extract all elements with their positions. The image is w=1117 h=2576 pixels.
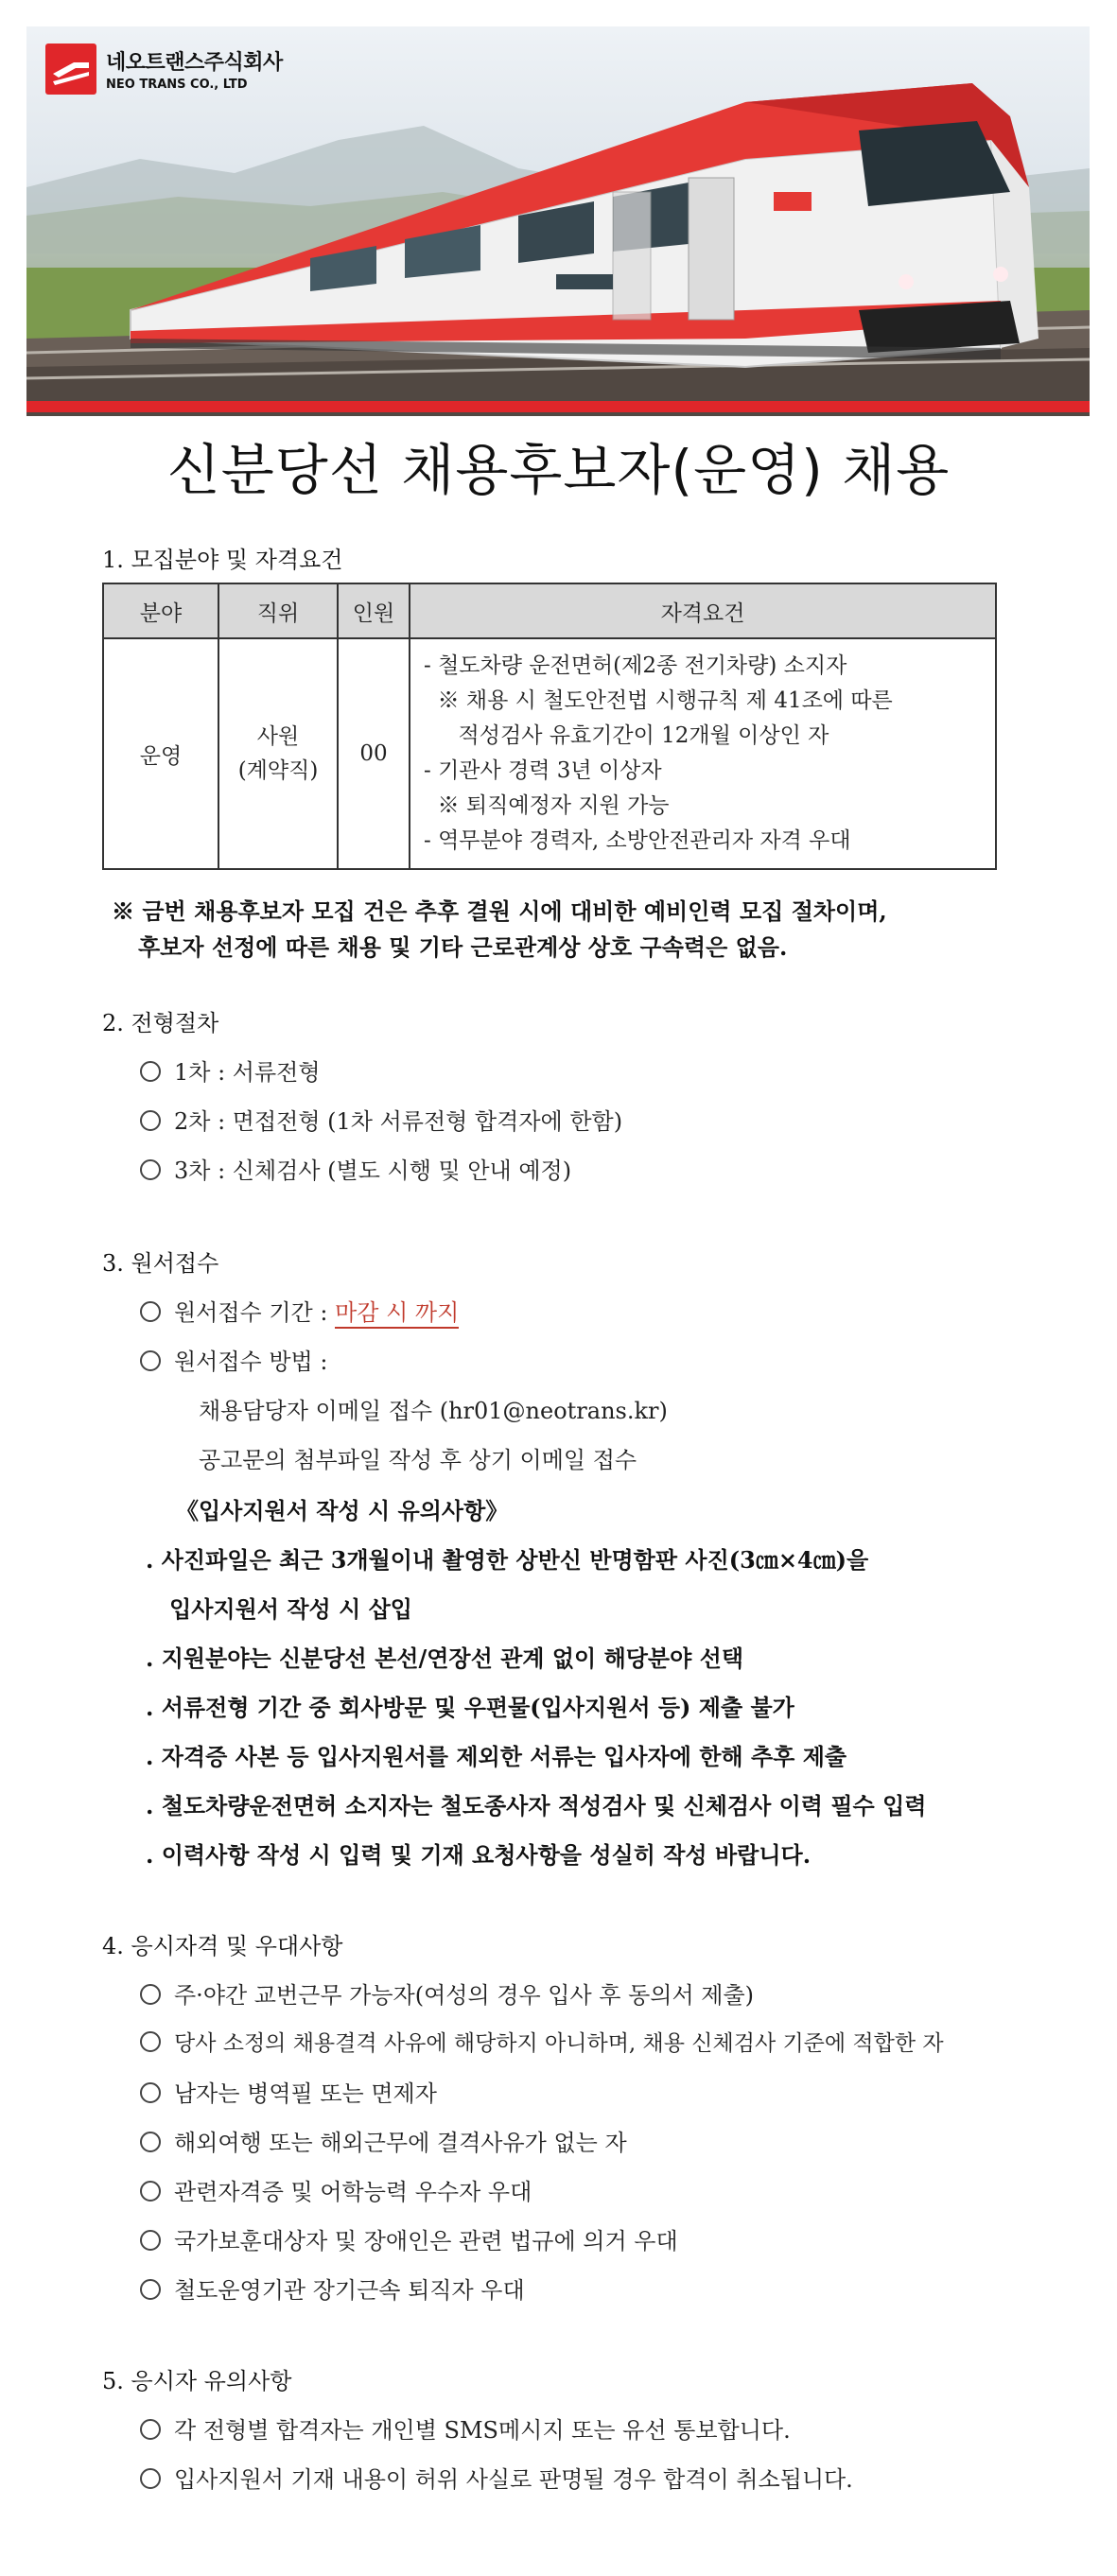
requirements-table (102, 583, 997, 870)
cell-position-line2: (계약직) (237, 758, 319, 783)
requirement-line: - 역무분야 경력자, 소방안전관리자 자격 우대 (424, 828, 851, 853)
table-header-position: 직위 (218, 583, 338, 638)
section2-heading: 2. 전형절차 (102, 1010, 219, 1036)
circle-bullet-icon (140, 1110, 161, 1131)
notice-line1: ※ 금번 채용후보자 모집 건은 추후 결원 시에 대비한 예비인력 모집 절차이며, (112, 897, 887, 925)
email-instruction: 공고문의 첨부파일 작성 후 상기 이메일 접수 (199, 1447, 637, 1473)
cell-position-line1: 사원 (256, 724, 300, 749)
table-header-requirements: 자격요건 (410, 583, 996, 638)
hero-banner (26, 26, 1090, 416)
circle-bullet-icon (140, 2279, 161, 2300)
list-item: 1차 : 서류전형 (140, 1053, 321, 1087)
circle-bullet-icon (140, 1984, 161, 2005)
list-item: 원서접수 기간 : 마감 시 까지 (140, 1294, 459, 1327)
requirement-line: - 기관사 경력 3년 이상자 (424, 758, 662, 783)
company-logo (45, 44, 283, 95)
circle-bullet-icon (140, 1350, 161, 1371)
section5-heading: 5. 응시자 유의사항 (102, 2368, 292, 2394)
circle-bullet-icon (140, 1061, 161, 1082)
list-item: 3차 : 신체검사 (별도 시행 및 안내 예정) (140, 1152, 571, 1185)
caution-line: . 서류전형 기간 중 회사방문 및 우편물(입사지원서 등) 제출 불가 (146, 1694, 794, 1721)
table-row (103, 638, 996, 869)
list-item: 당사 소정의 채용결격 사유에 해당하지 아니하며, 채용 신체검사 기준에 적합한 자 (140, 2026, 944, 2057)
caution-line: . 이력사항 작성 시 입력 및 기재 요청사항을 성실히 작성 바랍니다. (146, 1841, 812, 1869)
circle-bullet-icon (140, 2181, 161, 2202)
company-name-ko: 네오트랜스주식회사 (106, 51, 283, 75)
caution-line: . 지원분야는 신분당선 본선/연장선 관계 없이 해당분야 선택 (146, 1645, 744, 1672)
requirement-line: - 철도차량 운전면허(제2종 전기차량) 소지자 (424, 653, 847, 678)
list-item: 원서접수 방법 : (140, 1343, 327, 1376)
email-info: 채용담당자 이메일 접수 (hr01@neotrans.kr) (199, 1398, 668, 1424)
requirement-line: 적성검사 유효기간이 12개월 이상인 자 (424, 723, 829, 748)
deadline-value: 마감 시 까지 (335, 1299, 459, 1329)
list-item: 남자는 병역필 또는 면제자 (140, 2075, 437, 2108)
caution-line: 입사지원서 작성 시 삽입 (146, 1595, 412, 1623)
train-logo-icon (45, 44, 96, 95)
company-name-en: NEO TRANS CO., LTD (106, 78, 248, 92)
circle-bullet-icon (140, 2031, 161, 2052)
page-title: 신분당선 채용후보자(운영) 채용 (166, 438, 951, 502)
caution-line: . 사진파일은 최근 3개월이내 촬영한 상반신 반명함판 사진(3㎝×4㎝)을 (146, 1546, 869, 1574)
caution-line: . 철도차량운전면허 소지자는 철도종사자 적성검사 및 신체검사 이력 필수 입력 (146, 1792, 927, 1819)
cell-requirements (410, 638, 996, 869)
list-item: 입사지원서 기재 내용이 허위 사실로 판명될 경우 합격이 취소됩니다. (140, 2461, 853, 2494)
circle-bullet-icon (140, 2082, 161, 2103)
list-item: 각 전형별 합격자는 개인별 SMS메시지 또는 유선 통보합니다. (140, 2411, 791, 2445)
section1-heading: 1. 모집분야 및 자격요건 (102, 547, 343, 573)
circle-bullet-icon (140, 1159, 161, 1180)
list-item: 국가보훈대상자 및 장애인은 관련 법규에 의거 우대 (140, 2222, 678, 2255)
section4-heading: 4. 응시자격 및 우대사항 (102, 1933, 343, 1959)
requirement-line: ※ 채용 시 철도안전법 시행규칙 제 41조에 따른 (424, 688, 893, 713)
cell-count: 00 (338, 638, 410, 869)
list-item: 2차 : 면접전형 (1차 서류전형 합격자에 한함) (140, 1103, 622, 1136)
cell-position (218, 638, 338, 869)
circle-bullet-icon (140, 2230, 161, 2251)
list-item: 주·야간 교번근무 가능자(여성의 경우 입사 후 동의서 제출) (140, 1976, 754, 2010)
banner-red-strip (26, 401, 1090, 412)
cell-field: 운영 (103, 638, 218, 869)
caution-title: 《입사지원서 작성 시 유의사항》 (176, 1497, 509, 1524)
caution-line: . 자격증 사본 등 입사지원서를 제외한 서류는 입사자에 한해 추후 제출 (146, 1743, 847, 1770)
circle-bullet-icon (140, 2419, 161, 2440)
circle-bullet-icon (140, 2132, 161, 2152)
circle-bullet-icon (140, 1301, 161, 1322)
table-header-field: 분야 (103, 583, 218, 638)
requirement-line: ※ 퇴직예정자 지원 가능 (424, 793, 670, 818)
notice-line2: 후보자 선정에 따른 채용 및 기타 근로관계상 상호 구속력은 없음. (138, 933, 788, 961)
circle-bullet-icon (140, 2468, 161, 2489)
table-header-count: 인원 (338, 583, 410, 638)
list-item: 관련자격증 및 어학능력 우수자 우대 (140, 2173, 532, 2206)
list-item: 철도운영기관 장기근속 퇴직자 우대 (140, 2271, 525, 2305)
section3-heading: 3. 원서접수 (102, 1250, 219, 1277)
list-item: 해외여행 또는 해외근무에 결격사유가 없는 자 (140, 2124, 627, 2157)
